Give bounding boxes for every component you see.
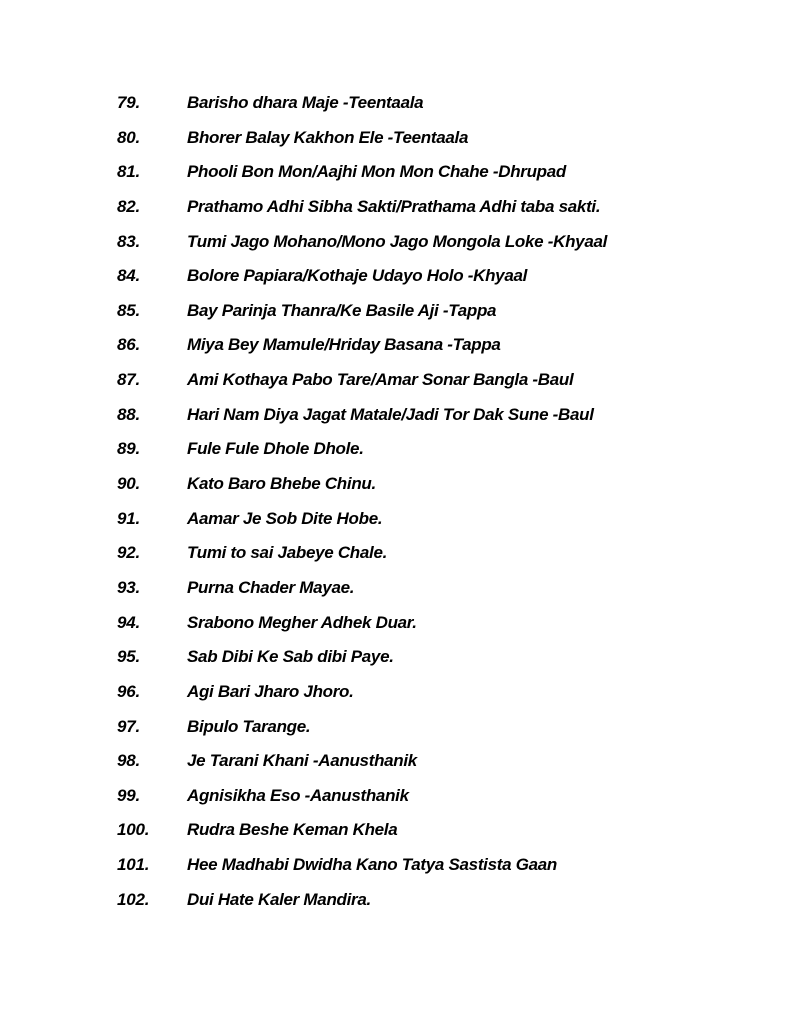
item-number: 79. [117, 93, 141, 112]
item-title: Agnisikha Eso -Aanusthanik [187, 785, 409, 805]
item-number: 90. [117, 474, 141, 494]
item-number: 99. [117, 785, 141, 805]
item-title: Miya Bey Mamule/Hriday Basana -Tappa [187, 335, 501, 355]
item-number: 80. [117, 127, 141, 147]
item-number: 86. [117, 335, 141, 355]
item-title: Bolore Papiara/Kothaje Udayo Holo -Khyaal [187, 266, 528, 286]
item-number: 92. [117, 543, 141, 563]
item-number: 93. [117, 577, 141, 597]
item-number: 91. [117, 508, 141, 528]
item-title: Hee Madhabi Dwidha Kano Tatya Sastista Gaan [187, 855, 558, 875]
item-number: 96. [117, 681, 141, 701]
item-title: Hari Nam Diya Jagat Matale/Jadi Tor Dak Sune -Baul [187, 404, 594, 424]
item-title: Sab Dibi Ke Sab dibi Paye. [187, 647, 394, 667]
item-title: Bipulo Tarange. [187, 716, 311, 736]
item-title: Fule Fule Dhole Dhole. [187, 439, 364, 459]
item-number: 101. [117, 855, 150, 875]
item-title: Kato Baro Bhebe Chinu. [187, 474, 376, 494]
item-title: Agi Bari Jharo Jhoro. [187, 681, 354, 701]
item-number: 97. [117, 716, 141, 736]
item-number: 94. [117, 612, 141, 632]
item-number: 87. [117, 370, 141, 390]
item-title: Ami Kothaya Pabo Tare/Amar Sonar Bangla -Baul [187, 370, 574, 390]
item-number: 100. [117, 820, 150, 840]
item-title: Bay Parinja Thanra/Ke Basile Aji -Tappa [187, 300, 497, 320]
item-number: 88. [117, 404, 141, 424]
item-title: Tumi Jago Mohano/Mono Jago Mongola Loke -Khyaal [187, 231, 608, 251]
item-number: 89. [117, 439, 141, 459]
item-title: Srabono Megher Adhek Duar. [187, 612, 417, 632]
item-title: Phooli Bon Mon/Aajhi Mon Mon Chahe -Dhrupad [187, 162, 566, 182]
item-title: Rudra Beshe Keman Khela [187, 820, 398, 840]
item-title: Prathamo Adhi Sibha Sakti/Prathama Adhi taba sakti. [187, 196, 601, 216]
item-title: Tumi to sai Jabeye Chale. [187, 543, 388, 563]
item-number: 102. [117, 889, 150, 909]
item-title: Bhorer Balay Kakhon Ele -Teentaala [187, 127, 469, 147]
item-number: 83. [117, 231, 141, 251]
item-title: Purna Chader Mayae. [187, 577, 355, 597]
item-title: Aamar Je Sob Dite Hobe. [187, 508, 383, 528]
item-number: 95. [117, 647, 141, 667]
item-number: 84. [117, 266, 141, 286]
item-title: Barisho dhara Maje -Teentaala [187, 93, 424, 112]
item-number: 81. [117, 162, 141, 182]
item-number: 85. [117, 300, 141, 320]
item-title: Dui Hate Kaler Mandira. [187, 889, 371, 909]
item-number: 82. [117, 196, 141, 216]
item-title: Je Tarani Khani -Aanusthanik [187, 751, 417, 771]
item-number: 98. [117, 751, 141, 771]
